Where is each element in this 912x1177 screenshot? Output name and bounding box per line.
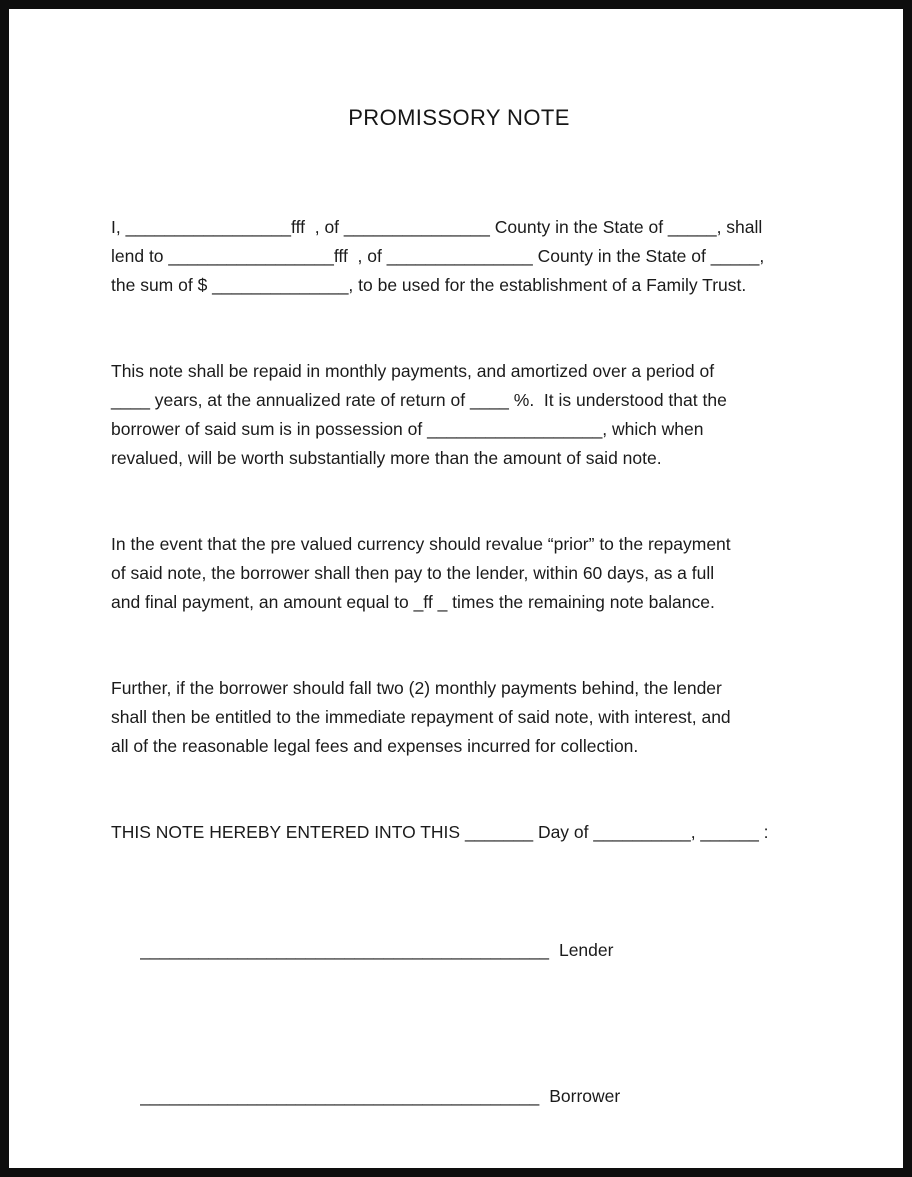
paragraph-line: and final payment, an amount equal to _ff _ times the remaining note balance.	[111, 592, 715, 612]
paragraph-line: lend to _________________fff , of _______________ County in the State of _____,	[111, 246, 765, 266]
paragraph-line: ____ years, at the annualized rate of return of ____ %. It is understood that the	[111, 390, 727, 410]
paragraph-revaluation-clause	[111, 530, 807, 617]
paragraph-line: shall then be entitled to the immediate repayment of said note, with interest, and	[111, 707, 731, 727]
signature-row-lender	[111, 907, 807, 994]
paragraph-line: In the event that the pre valued currency should revalue “prior” to the repayment	[111, 534, 731, 554]
paragraph-line: all of the reasonable legal fees and expenses incurred for collection.	[111, 736, 639, 756]
document-title: PROMISSORY NOTE	[348, 105, 570, 130]
paragraph-line: I, _________________fff , of _______________ County in the State of _____, shall	[111, 217, 763, 237]
borrower-signature-line: _________________________________________	[140, 1086, 540, 1106]
entered-into-line: THIS NOTE HEREBY ENTERED INTO THIS _______ Day of __________, ______ :	[111, 822, 769, 842]
document-content	[9, 105, 903, 1140]
lender-signature-line: __________________________________________	[140, 940, 549, 960]
paragraph-repayment-terms	[111, 357, 807, 473]
signature-row-borrower	[111, 1053, 807, 1140]
paragraph-line: borrower of said sum is in possession of __________________, which when	[111, 419, 704, 439]
paragraph-line: Further, if the borrower should fall two (2) monthly payments behind, the lender	[111, 678, 722, 698]
paragraph-default-clause	[111, 674, 807, 761]
lender-signature-label: Lender	[558, 940, 614, 960]
borrower-signature-label: Borrower	[549, 1086, 621, 1106]
paragraph-line: This note shall be repaid in monthly payments, and amortized over a period of	[111, 361, 715, 381]
paragraph-line: of said note, the borrower shall then pay to the lender, within 60 days, as a full	[111, 563, 715, 583]
paragraph-line: revalued, will be worth substantially more than the amount of said note.	[111, 448, 662, 468]
paragraph-lending-terms	[111, 213, 807, 300]
paragraph-line: the sum of $ ______________, to be used for the establishment of a Family Trust.	[111, 275, 747, 295]
